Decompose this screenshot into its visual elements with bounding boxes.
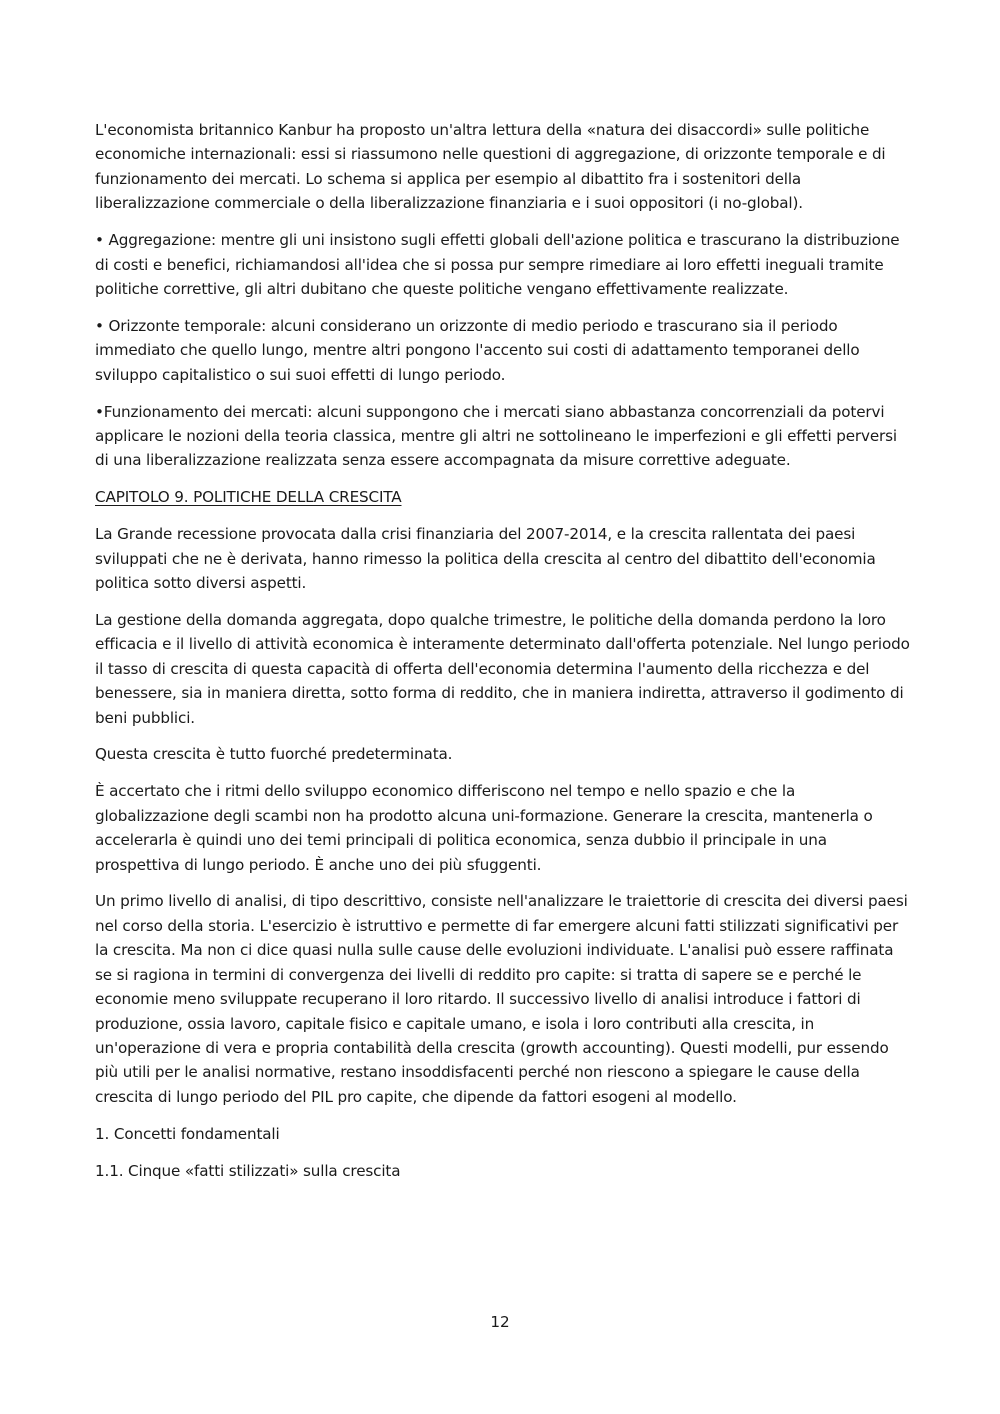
page-body (95, 118, 910, 1195)
paragraph-livelli-analisi: Un primo livello di analisi, di tipo descrittivo, consiste nell'analizzare le traiettorie di crescita dei diversi paesi nel corso della storia. L'esercizio è istruttivo e permette di far emergere alcuni fatti stilizzati significativi per la crescita. Ma non ci dice quasi nulla sulle cause delle evoluzioni individuate. L'analisi può essere raffinata se si ragiona in termini di convergenza dei livelli di reddito pro capite: si tratta di sapere se e perché le economie meno sviluppate recuperano il loro ritardo. Il successivo livello di analisi introduce i fattori di produzione, ossia lavoro, capitale fisico e capitale umano, e isola i loro contributi alla crescita, in un'operazione di vera e propria contabilità della crescita (growth accounting). Questi modelli, pur essendo più utili per le analisi normative, restano insoddisfacenti perché non riescono a spiegare le cause della crescita di lungo periodo del PIL pro capite, che dipende da fattori esogeni al modello. (95, 892, 908, 1106)
bullet-orizzonte-temporale: • Orizzonte temporale: alcuni considerano un orizzonte di medio periodo e trascurano sia il periodo immediato che quello lungo, mentre altri pongono l'accento sui costi di adattamento temporanei dello sviluppo capitalistico o sui suoi effetti di lungo periodo. (95, 316, 860, 384)
paragraph-grande-recessione: La Grande recessione provocata dalla crisi finanziaria del 2007-2014, e la crescita rallentata dei paesi sviluppati che ne è derivata, hanno rimesso la politica della crescita al centro del dibattito dell'economia politica sotto diversi aspetti. (95, 525, 876, 592)
section-heading-concetti: 1. Concetti fondamentali (95, 1124, 280, 1143)
paragraph-crescita-predeterminata: Questa crescita è tutto fuorché predeterminata. (95, 745, 453, 764)
chapter-heading: CAPITOLO 9. POLITICHE DELLA CRESCITA (95, 488, 402, 507)
bullet-funzionamento-mercati: •Funzionamento dei mercati: alcuni suppongono che i mercati siano abbastanza concorrenziali da potervi applicare le nozioni della teoria classica, mentre gli altri ne sottolineano le imperfezioni e gli effetti perversi di una liberalizzazione realizzata senza essere accompagnata da misure correttive adeguate. (95, 402, 897, 470)
paragraph-domanda-aggregata: La gestione della domanda aggregata, dopo qualche trimestre, le politiche della domanda perdono la loro efficacia e il livello di attività economica è interamente determinato dall'offerta potenziale. Nel lungo periodo il tasso di crescita di questa capacità di offerta dell'economia determina l'aumento della ricchezza e del benessere, sia in maniera diretta, sotto forma di reddito, che in maniera indiretta, attraverso il godimento di beni pubblici. (95, 610, 910, 727)
bullet-aggregazione: • Aggregazione: mentre gli uni insistono sugli effetti globali dell'azione politica e trascurano la distribuzione di costi e benefici, richiamandosi all'idea che si possa pur sempre rimediare ai loro effetti ineguali tramite politiche correttive, gli altri dubitano che queste politiche vengano effettivamente realizzate. (95, 231, 900, 298)
intro-paragraph: L'economista britannico Kanbur ha proposto un'altra lettura della «natura dei disaccordi» sulle politiche economiche internazionali: essi si riassumono nelle questioni di aggregazione, di orizzonte temporale e di funzionamento dei mercati. Lo schema si applica per esempio al dibattito fra i sostenitori della liberalizzazione commerciale o della liberalizzazione finanziaria e i suoi oppositori (i no-global). (95, 121, 886, 213)
paragraph-ritmi-sviluppo: È accertato che i ritmi dello sviluppo economico differiscono nel tempo e nello spazio e che la globalizzazione degli scambi non ha prodotto alcuna uni-formazione. Generare la crescita, mantenerla o accelerarla è quindi uno dei temi principali di politica economica, senza dubbio il principale in una prospettiva di lungo periodo. È anche uno dei più sfuggenti. (95, 782, 873, 874)
subsection-heading-fatti-stilizzati: 1.1. Cinque «fatti stilizzati» sulla crescita (95, 1161, 401, 1180)
page-number: 12 (490, 1313, 510, 1331)
